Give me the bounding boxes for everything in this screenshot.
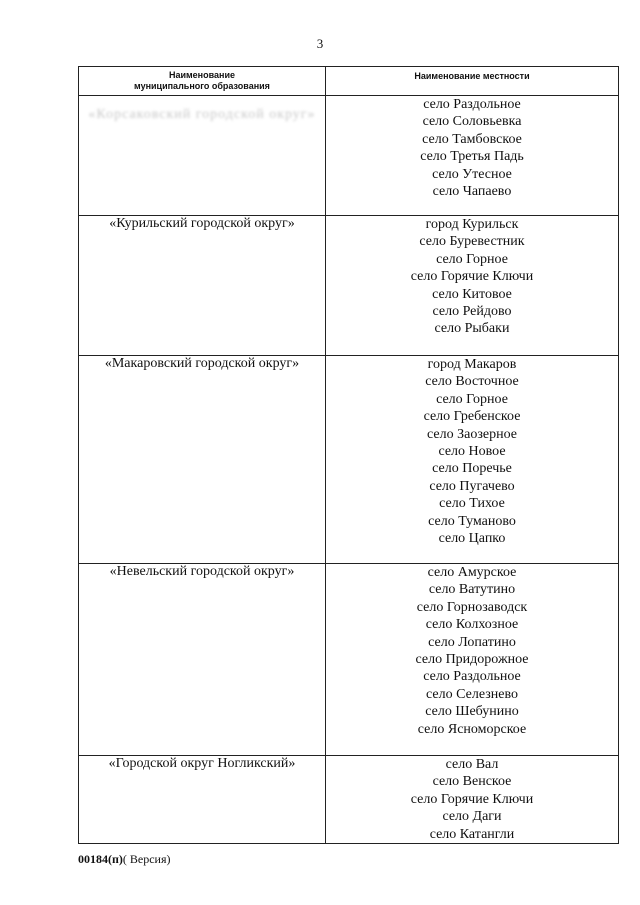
place-item: село Китовое <box>432 286 512 302</box>
header-locality <box>326 67 619 96</box>
place-item: село Венское <box>432 774 512 790</box>
table-row <box>79 216 619 356</box>
place-item: село Даги <box>442 809 502 825</box>
place-item: село Ясноморское <box>417 721 527 737</box>
place-item: село Колхозное <box>425 617 519 633</box>
place-item: село Пугачево <box>429 478 515 494</box>
municipality-cell <box>79 356 326 564</box>
place-item: село Раздольное <box>423 669 521 685</box>
place-item: село Катангли <box>429 826 515 842</box>
place-item: село Соловьевка <box>422 114 522 130</box>
place-item: село Буревестник <box>419 234 525 250</box>
header-municipality <box>79 67 326 96</box>
header-locality-label: Наименование местности <box>414 70 530 81</box>
table-row <box>79 756 619 844</box>
table-row <box>79 564 619 756</box>
place-item: село Рыбаки <box>434 321 510 337</box>
place-item: село Вал <box>445 757 499 772</box>
municipality-name: «Невельский городской округ» <box>109 564 295 579</box>
place-item: село Восточное <box>425 374 519 390</box>
place-item: село Гребенское <box>423 409 521 425</box>
places-cell <box>326 96 619 216</box>
place-item: село Лопатино <box>428 634 516 650</box>
document-footer <box>78 852 171 867</box>
municipality-cell <box>79 564 326 756</box>
municipality-cell <box>79 756 326 844</box>
place-item: село Горное <box>436 251 508 267</box>
place-item: село Раздольное <box>423 97 521 112</box>
place-item: село Тамбовское <box>422 131 522 147</box>
municipality-name: «Курильский городской округ» <box>109 216 295 231</box>
page-number: 3 <box>316 36 324 51</box>
document-code: 00184(п) <box>78 852 123 866</box>
place-item: город Курильск <box>425 217 519 232</box>
municipality-cell <box>79 96 326 216</box>
place-item: село Цапко <box>438 531 506 547</box>
place-item: село Заозерное <box>427 426 517 442</box>
place-item: село Ватутино <box>428 582 516 598</box>
place-item: село Шебунино <box>425 704 519 720</box>
places-cell <box>326 356 619 564</box>
place-item: село Горячие Ключи <box>410 269 534 285</box>
table-row <box>79 96 619 216</box>
place-item: село Туманово <box>428 513 516 529</box>
municipality-name: «Макаровский городской округ» <box>104 356 300 371</box>
place-item: село Третья Падь <box>420 149 524 165</box>
places-cell <box>326 216 619 356</box>
place-item: село Чапаево <box>432 184 512 200</box>
place-item: село Горное <box>436 391 508 407</box>
place-item: село Новое <box>438 444 506 460</box>
table-header-row <box>79 67 619 96</box>
table-row <box>79 356 619 564</box>
header-municipality-line1: Наименование <box>168 70 236 80</box>
municipality-name: «Городской округ Ногликский» <box>108 756 296 771</box>
municipality-cell <box>79 216 326 356</box>
document-version: ( Версия) <box>122 852 171 866</box>
place-item: село Тихое <box>439 496 505 512</box>
place-item: село Селезнево <box>426 686 518 702</box>
municipality-name: «Корсаковский городской округ» <box>88 107 316 122</box>
place-item: село Горнозаводск <box>416 599 528 615</box>
municipality-table <box>78 66 619 844</box>
place-item: село Горячие Ключи <box>410 791 534 807</box>
place-item: село Утесное <box>432 166 512 182</box>
place-item: село Придорожное <box>415 652 529 668</box>
place-item: село Рейдово <box>432 304 512 320</box>
place-item: город Макаров <box>427 357 517 372</box>
places-cell <box>326 756 619 844</box>
place-item: село Поречье <box>432 461 512 477</box>
places-cell <box>326 564 619 756</box>
place-item: село Амурское <box>427 565 517 580</box>
header-municipality-line2: муниципального образования <box>134 81 270 91</box>
